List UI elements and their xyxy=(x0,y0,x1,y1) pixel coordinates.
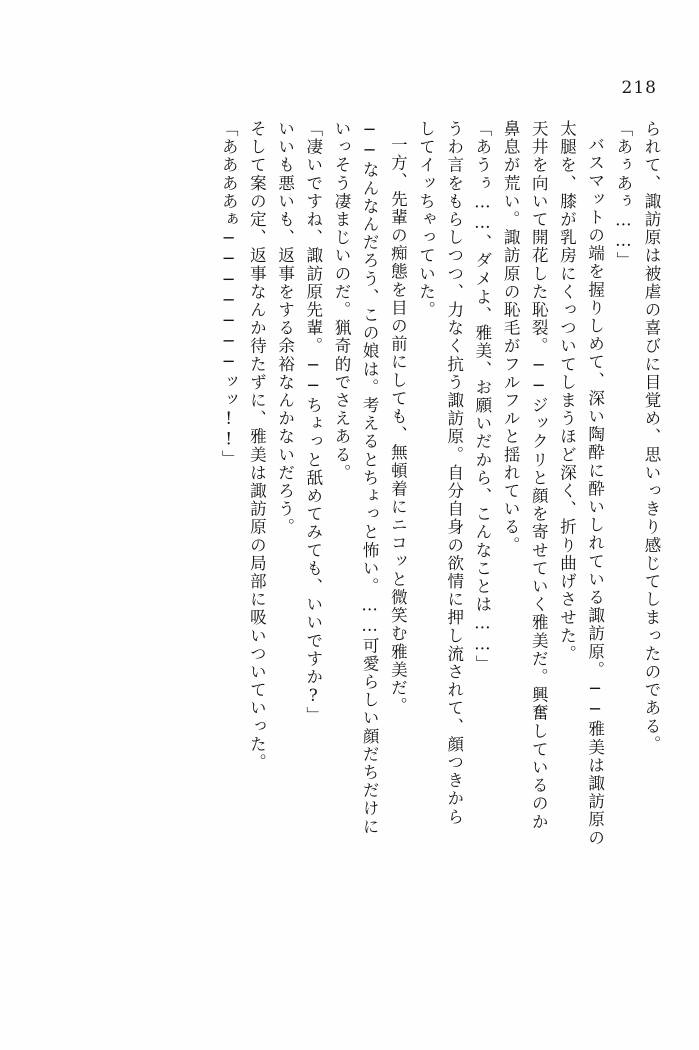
text-line: してイッちゃっていた。 xyxy=(416,120,436,320)
text-line: バスマットの端を握りしめて、深い陶酔に酔いしれている諏訪原。──雅美は諏訪原の xyxy=(585,136,605,847)
text-line: 「ああああぁ───────ッッ!!」 xyxy=(219,120,239,469)
text-line: 「あぅあぅ……」 xyxy=(613,120,633,270)
text-line: 太腿を、膝が乳房にくっついてしまうほど深く、折り曲げさせた。 xyxy=(557,120,577,663)
text-line: いっそう凄まじいのだ。猟奇的でさえある。 xyxy=(331,120,351,482)
text-line: 鼻息が荒い。諏訪原の恥毛がフルフルと揺れている。 xyxy=(501,120,521,555)
text-line: られて、諏訪原は被虐の喜びに目覚め、思いっきり感じてしまったのである。 xyxy=(642,120,661,754)
text-line: いいも悪いも、返事をする余裕なんかないだろう。 xyxy=(275,120,295,537)
page-number: 218 xyxy=(621,78,657,98)
text-line: 天井を向いて開花した恥裂。──ジックリと顔を寄せていく雅美だ。興奮しているのか xyxy=(529,120,549,831)
text-line: ──なんなんだろう、この娘は。考えるとちょっと怖い。……可愛らしい顔だちだけに xyxy=(360,120,380,836)
vertical-text-body xyxy=(45,120,659,995)
text-line: そして案の定、返事なんか待たずに、雅美は諏訪原の局部に吸いついていった。 xyxy=(247,120,267,772)
text-line: 「あうぅ……、ダメよ、雅美、お願いだから、こんなことは……」 xyxy=(472,120,492,673)
text-line: 「凄いですね、諏訪原先輩。──ちょっと舐めてみても、いいですか?」 xyxy=(303,120,323,725)
text-line: 一方、先輩の痴態を目の前にしても、無頓着にニコッと微笑む雅美だ。 xyxy=(388,136,408,716)
text-line: うわ言をもらしつつ、力なく抗う諏訪原。自分自身の欲情に押し流されて、顔つきから xyxy=(444,120,464,826)
